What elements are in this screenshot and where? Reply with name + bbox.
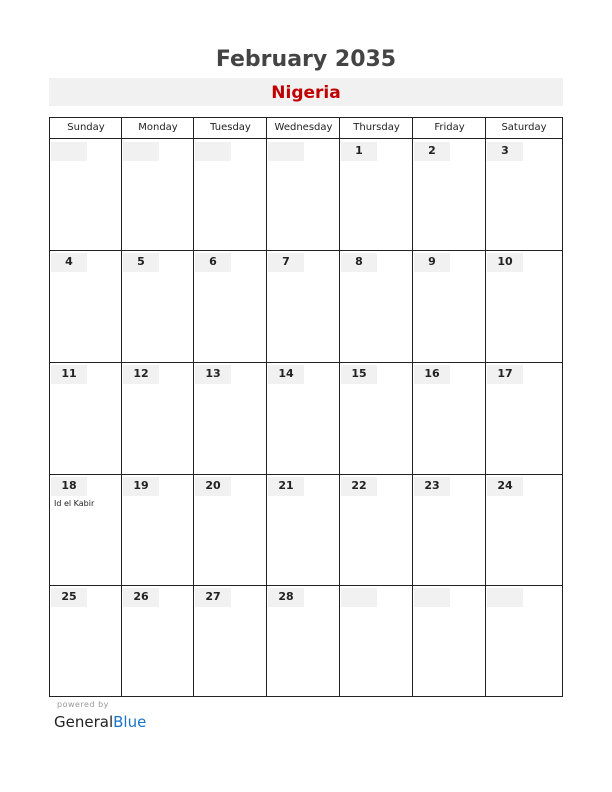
day-cell-17[interactable] xyxy=(486,363,561,474)
day-cell-1[interactable] xyxy=(340,140,412,250)
day-cell-9[interactable] xyxy=(413,251,485,362)
day-number: 8 xyxy=(355,255,363,268)
day-cell-25[interactable] xyxy=(50,586,121,696)
day-number-background xyxy=(51,142,87,161)
day-cell-23[interactable] xyxy=(413,475,485,585)
country-name: Nigeria xyxy=(271,83,341,103)
brand-logo[interactable] xyxy=(54,713,146,731)
day-number-background xyxy=(341,588,377,607)
day-cell-13[interactable] xyxy=(194,363,266,474)
calendar-title: February 2035 xyxy=(215,47,397,72)
weekday-thursday: Thursday xyxy=(353,122,400,133)
day-cell-14[interactable] xyxy=(267,363,339,474)
day-number-background xyxy=(487,588,523,607)
weekday-tuesday: Tuesday xyxy=(210,122,251,133)
day-cell-26[interactable] xyxy=(122,586,193,696)
day-cell-18[interactable] xyxy=(50,475,121,585)
day-number: 27 xyxy=(205,590,221,603)
empty-day-cell[interactable] xyxy=(194,140,266,250)
day-number: 11 xyxy=(61,367,77,380)
day-number: 16 xyxy=(424,367,440,380)
calendar-grid xyxy=(49,117,563,697)
empty-day-cell[interactable] xyxy=(122,140,193,250)
brand-blue-text: Blue xyxy=(113,713,147,731)
empty-day-cell[interactable] xyxy=(413,586,485,696)
day-number: 12 xyxy=(133,367,149,380)
day-number: 7 xyxy=(282,255,290,268)
day-cell-27[interactable] xyxy=(194,586,266,696)
empty-day-cell[interactable] xyxy=(267,140,339,250)
day-cell-19[interactable] xyxy=(122,475,193,585)
day-number: 23 xyxy=(424,479,440,492)
day-number: 6 xyxy=(209,255,217,268)
day-number-background xyxy=(195,142,231,161)
day-number: 20 xyxy=(205,479,221,492)
weekday-friday: Friday xyxy=(434,122,465,133)
day-cell-8[interactable] xyxy=(340,251,412,362)
empty-day-cell[interactable] xyxy=(50,140,121,250)
day-number: 1 xyxy=(355,144,363,157)
day-number: 25 xyxy=(61,590,77,603)
weekday-wednesday: Wednesday xyxy=(274,122,333,133)
day-number: 5 xyxy=(137,255,145,268)
weekday-monday: Monday xyxy=(138,122,178,133)
day-cell-7[interactable] xyxy=(267,251,339,362)
day-cell-20[interactable] xyxy=(194,475,266,585)
empty-day-cell[interactable] xyxy=(486,586,561,696)
day-cell-24[interactable] xyxy=(486,475,561,585)
empty-day-cell[interactable] xyxy=(340,586,412,696)
holiday-label: Id el Kabir xyxy=(54,499,95,508)
day-cell-4[interactable] xyxy=(50,251,121,362)
day-cell-16[interactable] xyxy=(413,363,485,474)
weekday-sunday: Sunday xyxy=(67,122,105,133)
weekday-saturday: Saturday xyxy=(501,122,547,133)
day-number: 2 xyxy=(428,144,436,157)
day-cell-28[interactable] xyxy=(267,586,339,696)
day-number: 18 xyxy=(61,479,77,492)
day-number: 10 xyxy=(497,255,513,268)
day-number: 4 xyxy=(65,255,73,268)
day-number: 9 xyxy=(428,255,436,268)
day-cell-22[interactable] xyxy=(340,475,412,585)
day-number-background xyxy=(123,142,159,161)
day-cell-3[interactable] xyxy=(486,140,561,250)
day-cell-2[interactable] xyxy=(413,140,485,250)
day-cell-10[interactable] xyxy=(486,251,561,362)
powered-by-label: powered by xyxy=(57,700,109,709)
day-number: 22 xyxy=(351,479,367,492)
day-cell-15[interactable] xyxy=(340,363,412,474)
day-cell-12[interactable] xyxy=(122,363,193,474)
day-cell-5[interactable] xyxy=(122,251,193,362)
brand-general-text: General xyxy=(54,713,114,731)
day-number: 28 xyxy=(278,590,294,603)
day-number-background xyxy=(414,588,450,607)
day-cell-6[interactable] xyxy=(194,251,266,362)
day-number: 14 xyxy=(278,367,294,380)
day-number: 21 xyxy=(278,479,294,492)
day-number-background xyxy=(268,142,304,161)
day-number: 17 xyxy=(497,367,513,380)
day-number: 15 xyxy=(351,367,367,380)
day-number: 26 xyxy=(133,590,149,603)
day-number: 24 xyxy=(497,479,513,492)
day-cell-11[interactable] xyxy=(50,363,121,474)
day-number: 3 xyxy=(501,144,509,157)
day-cell-21[interactable] xyxy=(267,475,339,585)
day-number: 19 xyxy=(133,479,149,492)
day-number: 13 xyxy=(205,367,221,380)
